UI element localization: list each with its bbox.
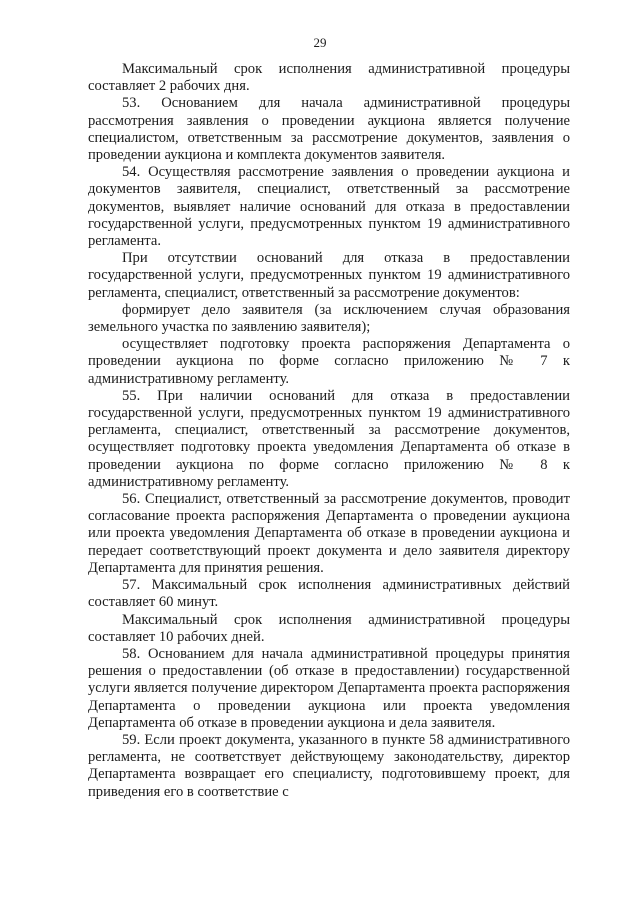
paragraph-max-term-2-days: Максимальный срок исполнения административной процедуры составляет 2 рабочих дня. xyxy=(88,61,570,95)
paragraph-no-grounds: При отсутствии оснований для отказа в предоставлении государственной услуги, предусмотренных пунктом 19 административного регламента, специалист, ответственный за рассмотрение документов: xyxy=(88,250,570,301)
paragraph-57: 57. Максимальный срок исполнения административных действий составляет 60 минут. xyxy=(88,577,570,611)
page-number: 29 xyxy=(313,35,327,50)
paragraph-56: 56. Специалист, ответственный за рассмотрение документов, проводит согласование проекта распоряжения Департамента о проведении аукциона или проекта уведомления Департамента об отказе в проведении аукциона и передает соответствующий проект документа и дело заявителя директору Департамента для принятия решения. xyxy=(88,491,570,576)
paragraph-max-term-10-days: Максимальный срок исполнения административной процедуры составляет 10 рабочих дней. xyxy=(88,611,570,645)
paragraph-forms-case: формирует дело заявителя (за исключением случая образования земельного участка по заявлению заявителя); xyxy=(88,301,570,336)
paragraph-55: 55. При наличии оснований для отказа в предоставлении государственной услуги, предусмотренных пунктом 19 административного регламента, специалист, ответственный за рассмотрение документов, осуществляет подготовку проекта уведомления Департамента об отказе в проведении аукциона по форме согласно приложению № 8 к административному регламенту. xyxy=(88,387,570,490)
paragraph-54: 54. Осуществляя рассмотрение заявления о проведении аукциона и документов заявителя, специалист, ответственный за рассмотрение документов, выявляет наличие оснований для отказа в предоставлении государственной услуги, предусмотренных пунктом 19 административного регламента. xyxy=(88,164,570,250)
paragraph-58: 58. Основанием для начала административной процедуры принятия решения о предоставлении (об отказе в предоставлении) государственной услуги является получение директором Департамента проекта распоряжения Департамента о проведении аукциона или проекта уведомления Департамента об отказе в проведении аукциона и дела заявителя. xyxy=(88,645,570,731)
document-body xyxy=(88,61,570,801)
paragraph-prepares-order: осуществляет подготовку проекта распоряжения Департамента о проведении аукциона по форме согласно приложению № 7 к административному регламенту. xyxy=(88,336,570,387)
paragraph-59: 59. Если проект документа, указанного в пункте 58 административного регламента, не соответствует действующему законодательству, директор Департамента возвращает его специалисту, подготовившему проект, для приведения его в соответствие с xyxy=(88,731,570,800)
paragraph-53: 53. Основанием для начала административной процедуры рассмотрения заявления о проведении аукциона является получение специалистом, ответственным за рассмотрение документов, заявления о проведении аукциона и комплекта документов заявителя. xyxy=(88,95,570,164)
